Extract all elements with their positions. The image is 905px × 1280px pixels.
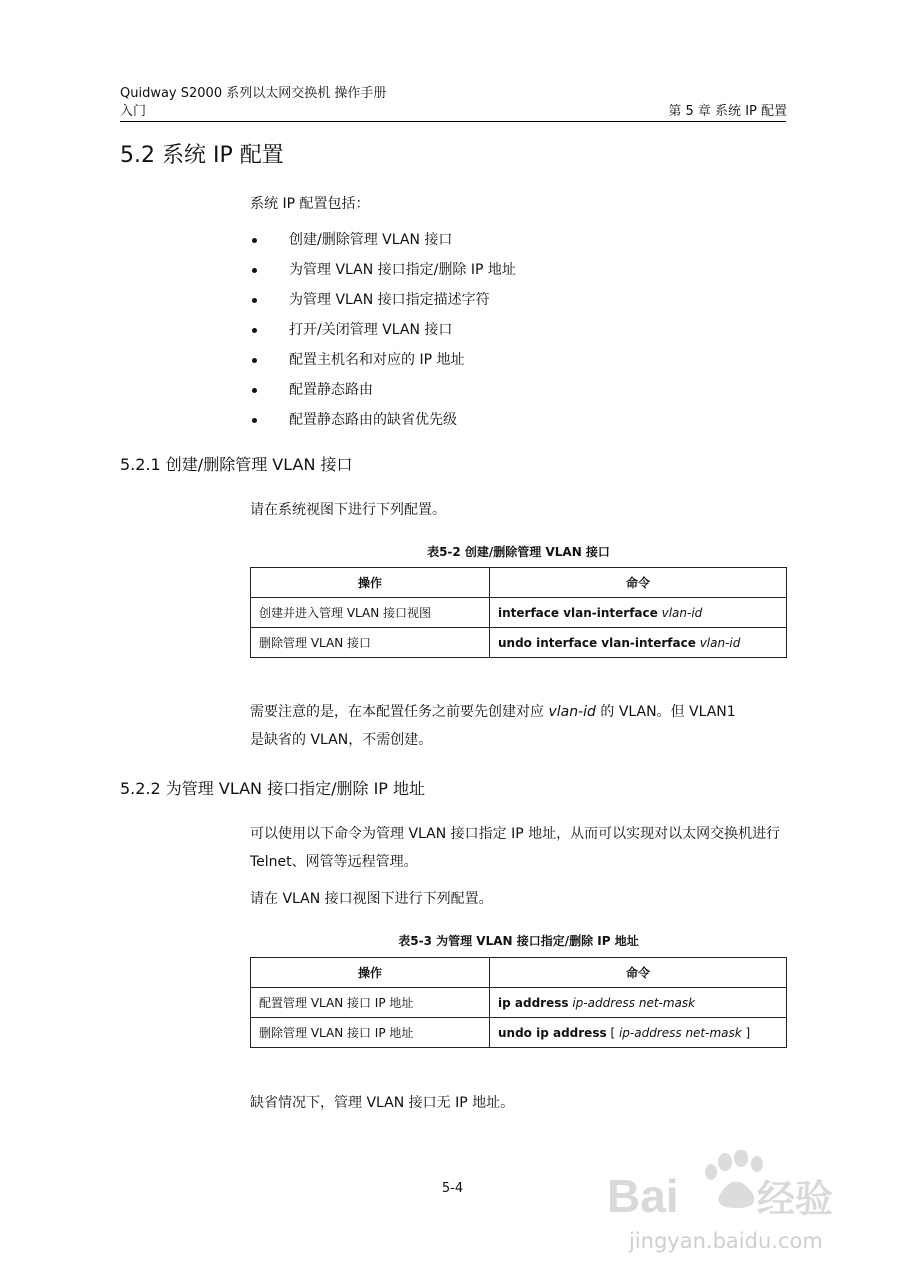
s522-lead: 请在 VLAN 接口视图下进行下列配置。 (250, 891, 493, 907)
s522-para: 可以使用以下命令为管理 VLAN 接口指定 IP 地址，从而可以实现对以太网交换机进行 Telnet、网管等远程管理。 (250, 826, 781, 870)
cell-cmd (490, 988, 787, 1018)
cmd-arg: vlan-id (661, 605, 703, 620)
watermark-brand: Bai (607, 1170, 679, 1222)
subsection-heading-522: 5.2.2 为管理 VLAN 接口指定/删除 IP 地址 (120, 779, 426, 798)
watermark-url: jingyan.baidu.com (629, 1229, 823, 1253)
table-5-3 (250, 957, 787, 1048)
col-header-cmd: 命令 (490, 958, 787, 988)
section-heading: 5.2 系统 IP 配置 (120, 143, 284, 168)
list-item: 打开/关闭管理 VLAN 接口 (289, 322, 453, 338)
cmd-keyword: undo ip address (498, 1025, 607, 1040)
bracket-close: ] (741, 1025, 751, 1040)
cmd-arg: vlan-id (699, 635, 741, 650)
cell-cmd (490, 598, 787, 628)
cell-op: 删除管理 VLAN 接口 (251, 628, 490, 658)
watermark-brand-cn: 经验 (757, 1177, 834, 1221)
header-title: Quidway S2000 系列以太网交换机 操作手册 (120, 86, 387, 101)
table-row (251, 988, 787, 1018)
subsection-heading-521: 5.2.1 创建/删除管理 VLAN 接口 (120, 455, 353, 474)
note-text: 是缺省的 VLAN，不需创建。 (250, 732, 433, 748)
table-5-3-caption: 表5-3 为管理 VLAN 接口指定/删除 IP 地址 (398, 934, 639, 948)
table-row (251, 598, 787, 628)
table-5-2 (250, 567, 787, 658)
bullet-dot (252, 238, 257, 243)
s521-note (250, 698, 790, 754)
cmd-keyword: ip address (498, 995, 569, 1010)
cmd-keyword: undo interface vlan-interface (498, 635, 696, 650)
bullet-dot (252, 328, 257, 333)
table-header-row (251, 958, 787, 988)
cmd-arg: ip-address net-mask (618, 1025, 742, 1040)
note-text: 需要注意的是，在本配置任务之前要先创建对应 (250, 704, 549, 720)
s522-footer: 缺省情况下，管理 VLAN 接口无 IP 地址。 (250, 1095, 515, 1111)
header-chapter: 第 5 章 系统 IP 配置 (668, 104, 787, 119)
baidu-jingyan-watermark (607, 1150, 847, 1260)
bullet-dot (252, 418, 257, 423)
list-item: 配置主机名和对应的 IP 地址 (289, 352, 465, 368)
table-header-row (251, 568, 787, 598)
table-5-2-caption: 表5-2 创建/删除管理 VLAN 接口 (427, 545, 610, 559)
bullet-dot (252, 388, 257, 393)
bullet-dot (252, 298, 257, 303)
col-header-op: 操作 (251, 958, 490, 988)
header-rule (120, 121, 786, 122)
cell-op: 创建并进入管理 VLAN 接口视图 (251, 598, 490, 628)
col-header-cmd: 命令 (490, 568, 787, 598)
bullet-dot (252, 358, 257, 363)
cell-cmd (490, 628, 787, 658)
list-item: 配置静态路由的缺省优先级 (289, 412, 457, 428)
table-row (251, 628, 787, 658)
list-item: 为管理 VLAN 接口指定描述字符 (289, 292, 490, 308)
list-item: 配置静态路由 (289, 382, 373, 398)
cell-op: 删除管理 VLAN 接口 IP 地址 (251, 1018, 490, 1048)
cell-op: 配置管理 VLAN 接口 IP 地址 (251, 988, 490, 1018)
cell-cmd (490, 1018, 787, 1048)
page-number: 5-4 (441, 1181, 464, 1196)
bracket-open: [ (610, 1025, 619, 1040)
intro-text: 系统 IP 配置包括： (250, 196, 370, 212)
note-var: vlan-id (548, 704, 596, 720)
list-item: 为管理 VLAN 接口指定/删除 IP 地址 (289, 262, 516, 278)
s521-lead: 请在系统视图下进行下列配置。 (250, 502, 446, 518)
cmd-arg: ip-address net-mask (572, 995, 696, 1010)
cmd-keyword: interface vlan-interface (498, 605, 658, 620)
note-text: 的 VLAN。但 VLAN1 (595, 704, 736, 720)
col-header-op: 操作 (251, 568, 490, 598)
bullet-dot (252, 268, 257, 273)
header-section: 入门 (120, 104, 147, 119)
list-item: 创建/删除管理 VLAN 接口 (289, 232, 453, 248)
paw-icon (705, 1150, 763, 1208)
table-row (251, 1018, 787, 1048)
